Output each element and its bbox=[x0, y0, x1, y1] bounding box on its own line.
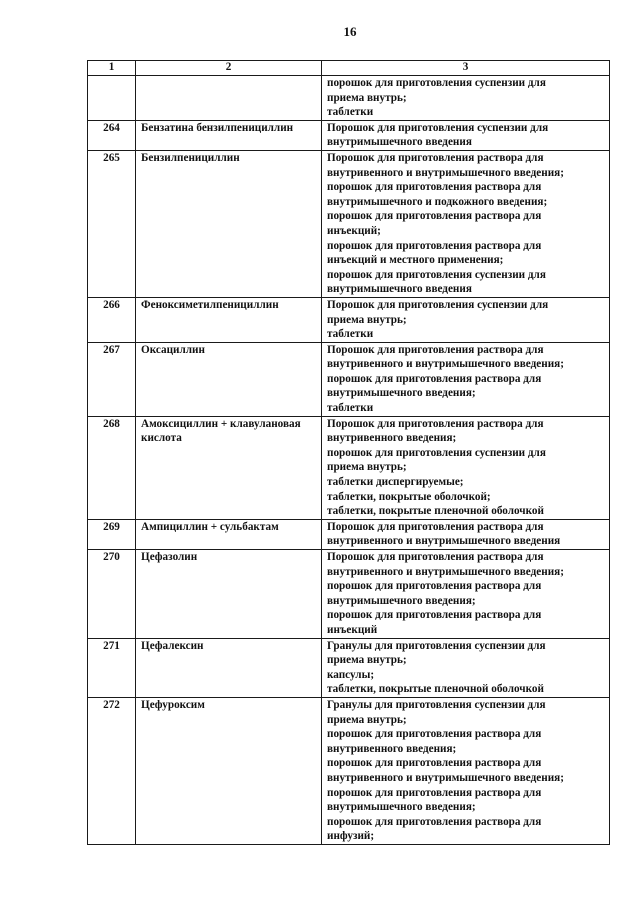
table-row bbox=[88, 697, 610, 844]
row-number: 266 bbox=[88, 297, 136, 342]
table-row bbox=[88, 519, 610, 549]
dosage-form-line: Порошок для приготовления раствора для bbox=[327, 343, 544, 356]
header-col-2: 2 bbox=[136, 61, 322, 76]
dosage-form-line: порошок для приготовления раствора для bbox=[327, 757, 542, 770]
drug-name bbox=[136, 76, 322, 121]
dosage-form-line: приема внутрь; bbox=[327, 713, 407, 726]
dosage-forms bbox=[322, 638, 610, 697]
dosage-form-line: порошок для приготовления раствора для bbox=[327, 239, 542, 252]
dosage-form-line: внутривенного введения; bbox=[327, 742, 457, 755]
dosage-form-line: Гранулы для приготовления суспензии для bbox=[327, 639, 546, 652]
table-row bbox=[88, 342, 610, 416]
drug-name: Цефуроксим bbox=[136, 697, 322, 844]
dosage-form-line: внутривенного и внутримышечного введения bbox=[327, 535, 561, 548]
row-number: 265 bbox=[88, 150, 136, 297]
drug-name: Бензатина бензилпенициллин bbox=[136, 120, 322, 150]
drug-name: Цефазолин bbox=[136, 550, 322, 639]
dosage-form-line: внутримышечного введения; bbox=[327, 387, 476, 400]
row-number: 272 bbox=[88, 697, 136, 844]
table-row bbox=[88, 297, 610, 342]
drug-name: Феноксиметилпенициллин bbox=[136, 297, 322, 342]
table-row bbox=[88, 416, 610, 519]
dosage-form-line: внутримышечного введения bbox=[327, 283, 472, 296]
drug-name: Бензилпенициллин bbox=[136, 150, 322, 297]
dosage-form-line: таблетки, покрытые пленочной оболочкой bbox=[327, 683, 544, 696]
dosage-form-line: таблетки bbox=[327, 328, 374, 341]
dosage-form-line: приема внутрь; bbox=[327, 313, 407, 326]
header-row bbox=[88, 61, 610, 76]
page-number: 16 bbox=[343, 24, 357, 39]
dosage-form-line: Порошок для приготовления суспензии для bbox=[327, 121, 549, 134]
dosage-form-line: порошок для приготовления раствора для bbox=[327, 786, 542, 799]
dosage-form-line: внутримышечного введения; bbox=[327, 801, 476, 814]
dosage-form-line: инфузий; bbox=[327, 830, 375, 843]
table-row bbox=[88, 638, 610, 697]
dosage-form-line: инъекций; bbox=[327, 224, 381, 237]
dosage-form-line: внутримышечного и подкожного введения; bbox=[327, 195, 548, 208]
drug-name: Оксациллин bbox=[136, 342, 322, 416]
dosage-form-line: таблетки, покрытые оболочкой; bbox=[327, 490, 491, 503]
dosage-forms bbox=[322, 697, 610, 844]
row-number: 269 bbox=[88, 519, 136, 549]
dosage-form-line: внутривенного и внутримышечного введения; bbox=[327, 358, 564, 371]
dosage-form-line: приема внутрь; bbox=[327, 91, 407, 104]
row-number bbox=[88, 76, 136, 121]
dosage-form-line: порошок для приготовления раствора для bbox=[327, 210, 542, 223]
dosage-form-line: таблетки диспергируемые; bbox=[327, 476, 464, 489]
table-row bbox=[88, 120, 610, 150]
dosage-form-line: капсулы; bbox=[327, 668, 375, 681]
dosage-form-line: порошок для приготовления суспензии для bbox=[327, 268, 546, 281]
dosage-form-line: таблетки bbox=[327, 106, 374, 119]
dosage-form-line: внутривенного и внутримышечного введения; bbox=[327, 565, 564, 578]
dosage-forms bbox=[322, 342, 610, 416]
dosage-form-line: Порошок для приготовления раствора для bbox=[327, 551, 544, 563]
dosage-form-line: инъекций bbox=[327, 623, 378, 636]
dosage-form-line: Порошок для приготовления суспензии для bbox=[327, 298, 549, 311]
header-col-1: 1 bbox=[88, 61, 136, 76]
dosage-forms bbox=[322, 297, 610, 342]
dosage-form-line: внутривенного и внутримышечного введения; bbox=[327, 166, 564, 179]
dosage-form-line: порошок для приготовления раствора для bbox=[327, 580, 542, 593]
table-row bbox=[88, 150, 610, 297]
dosage-form-line: внутримышечного введения bbox=[327, 136, 472, 149]
dosage-forms bbox=[322, 550, 610, 639]
dosage-forms bbox=[322, 519, 610, 549]
dosage-form-line: Порошок для приготовления раствора для bbox=[327, 417, 544, 430]
dosage-forms bbox=[322, 416, 610, 519]
dosage-forms bbox=[322, 76, 610, 121]
dosage-form-line: внутримышечного введения; bbox=[327, 594, 476, 607]
dosage-form-line: порошок для приготовления раствора для bbox=[327, 728, 542, 741]
dosage-form-line: внутривенного введения; bbox=[327, 432, 457, 445]
table-body bbox=[88, 76, 610, 845]
row-number: 267 bbox=[88, 342, 136, 416]
table-row bbox=[88, 550, 610, 639]
dosage-forms bbox=[322, 120, 610, 150]
table-row bbox=[88, 76, 610, 121]
header-col-3: 3 bbox=[322, 61, 610, 76]
table-header bbox=[88, 61, 610, 76]
dosage-form-line: таблетки, покрытые пленочной оболочкой bbox=[327, 505, 544, 518]
dosage-form-line: Гранулы для приготовления суспензии для bbox=[327, 698, 546, 711]
dosage-form-line: приема внутрь; bbox=[327, 461, 407, 474]
drug-name: Амоксициллин + клавулановая кислота bbox=[136, 416, 322, 519]
dosage-forms bbox=[322, 150, 610, 297]
dosage-form-line: приема внутрь; bbox=[327, 654, 407, 667]
row-number: 268 bbox=[88, 416, 136, 519]
row-number: 271 bbox=[88, 638, 136, 697]
dosage-form-line: внутривенного и внутримышечного введения; bbox=[327, 771, 564, 784]
dosage-form-line: порошок для приготовления раствора для bbox=[327, 181, 542, 194]
dosage-form-line: таблетки bbox=[327, 402, 374, 415]
row-number: 264 bbox=[88, 120, 136, 150]
dosage-form-line: порошок для приготовления раствора для bbox=[327, 609, 542, 622]
dosage-form-line: порошок для приготовления раствора для bbox=[327, 815, 542, 828]
dosage-form-line: порошок для приготовления суспензии для bbox=[327, 446, 546, 459]
row-number: 270 bbox=[88, 550, 136, 639]
dosage-form-line: Порошок для приготовления раствора для bbox=[327, 520, 544, 533]
dosage-form-line: порошок для приготовления суспензии для bbox=[327, 77, 546, 89]
dosage-form-line: Порошок для приготовления раствора для bbox=[327, 151, 544, 164]
drug-name: Цефалексин bbox=[136, 638, 322, 697]
drug-table bbox=[87, 60, 610, 845]
drug-name: Ампициллин + сульбактам bbox=[136, 519, 322, 549]
dosage-form-line: порошок для приготовления раствора для bbox=[327, 372, 542, 385]
dosage-form-line: инъекций и местного применения; bbox=[327, 254, 504, 267]
